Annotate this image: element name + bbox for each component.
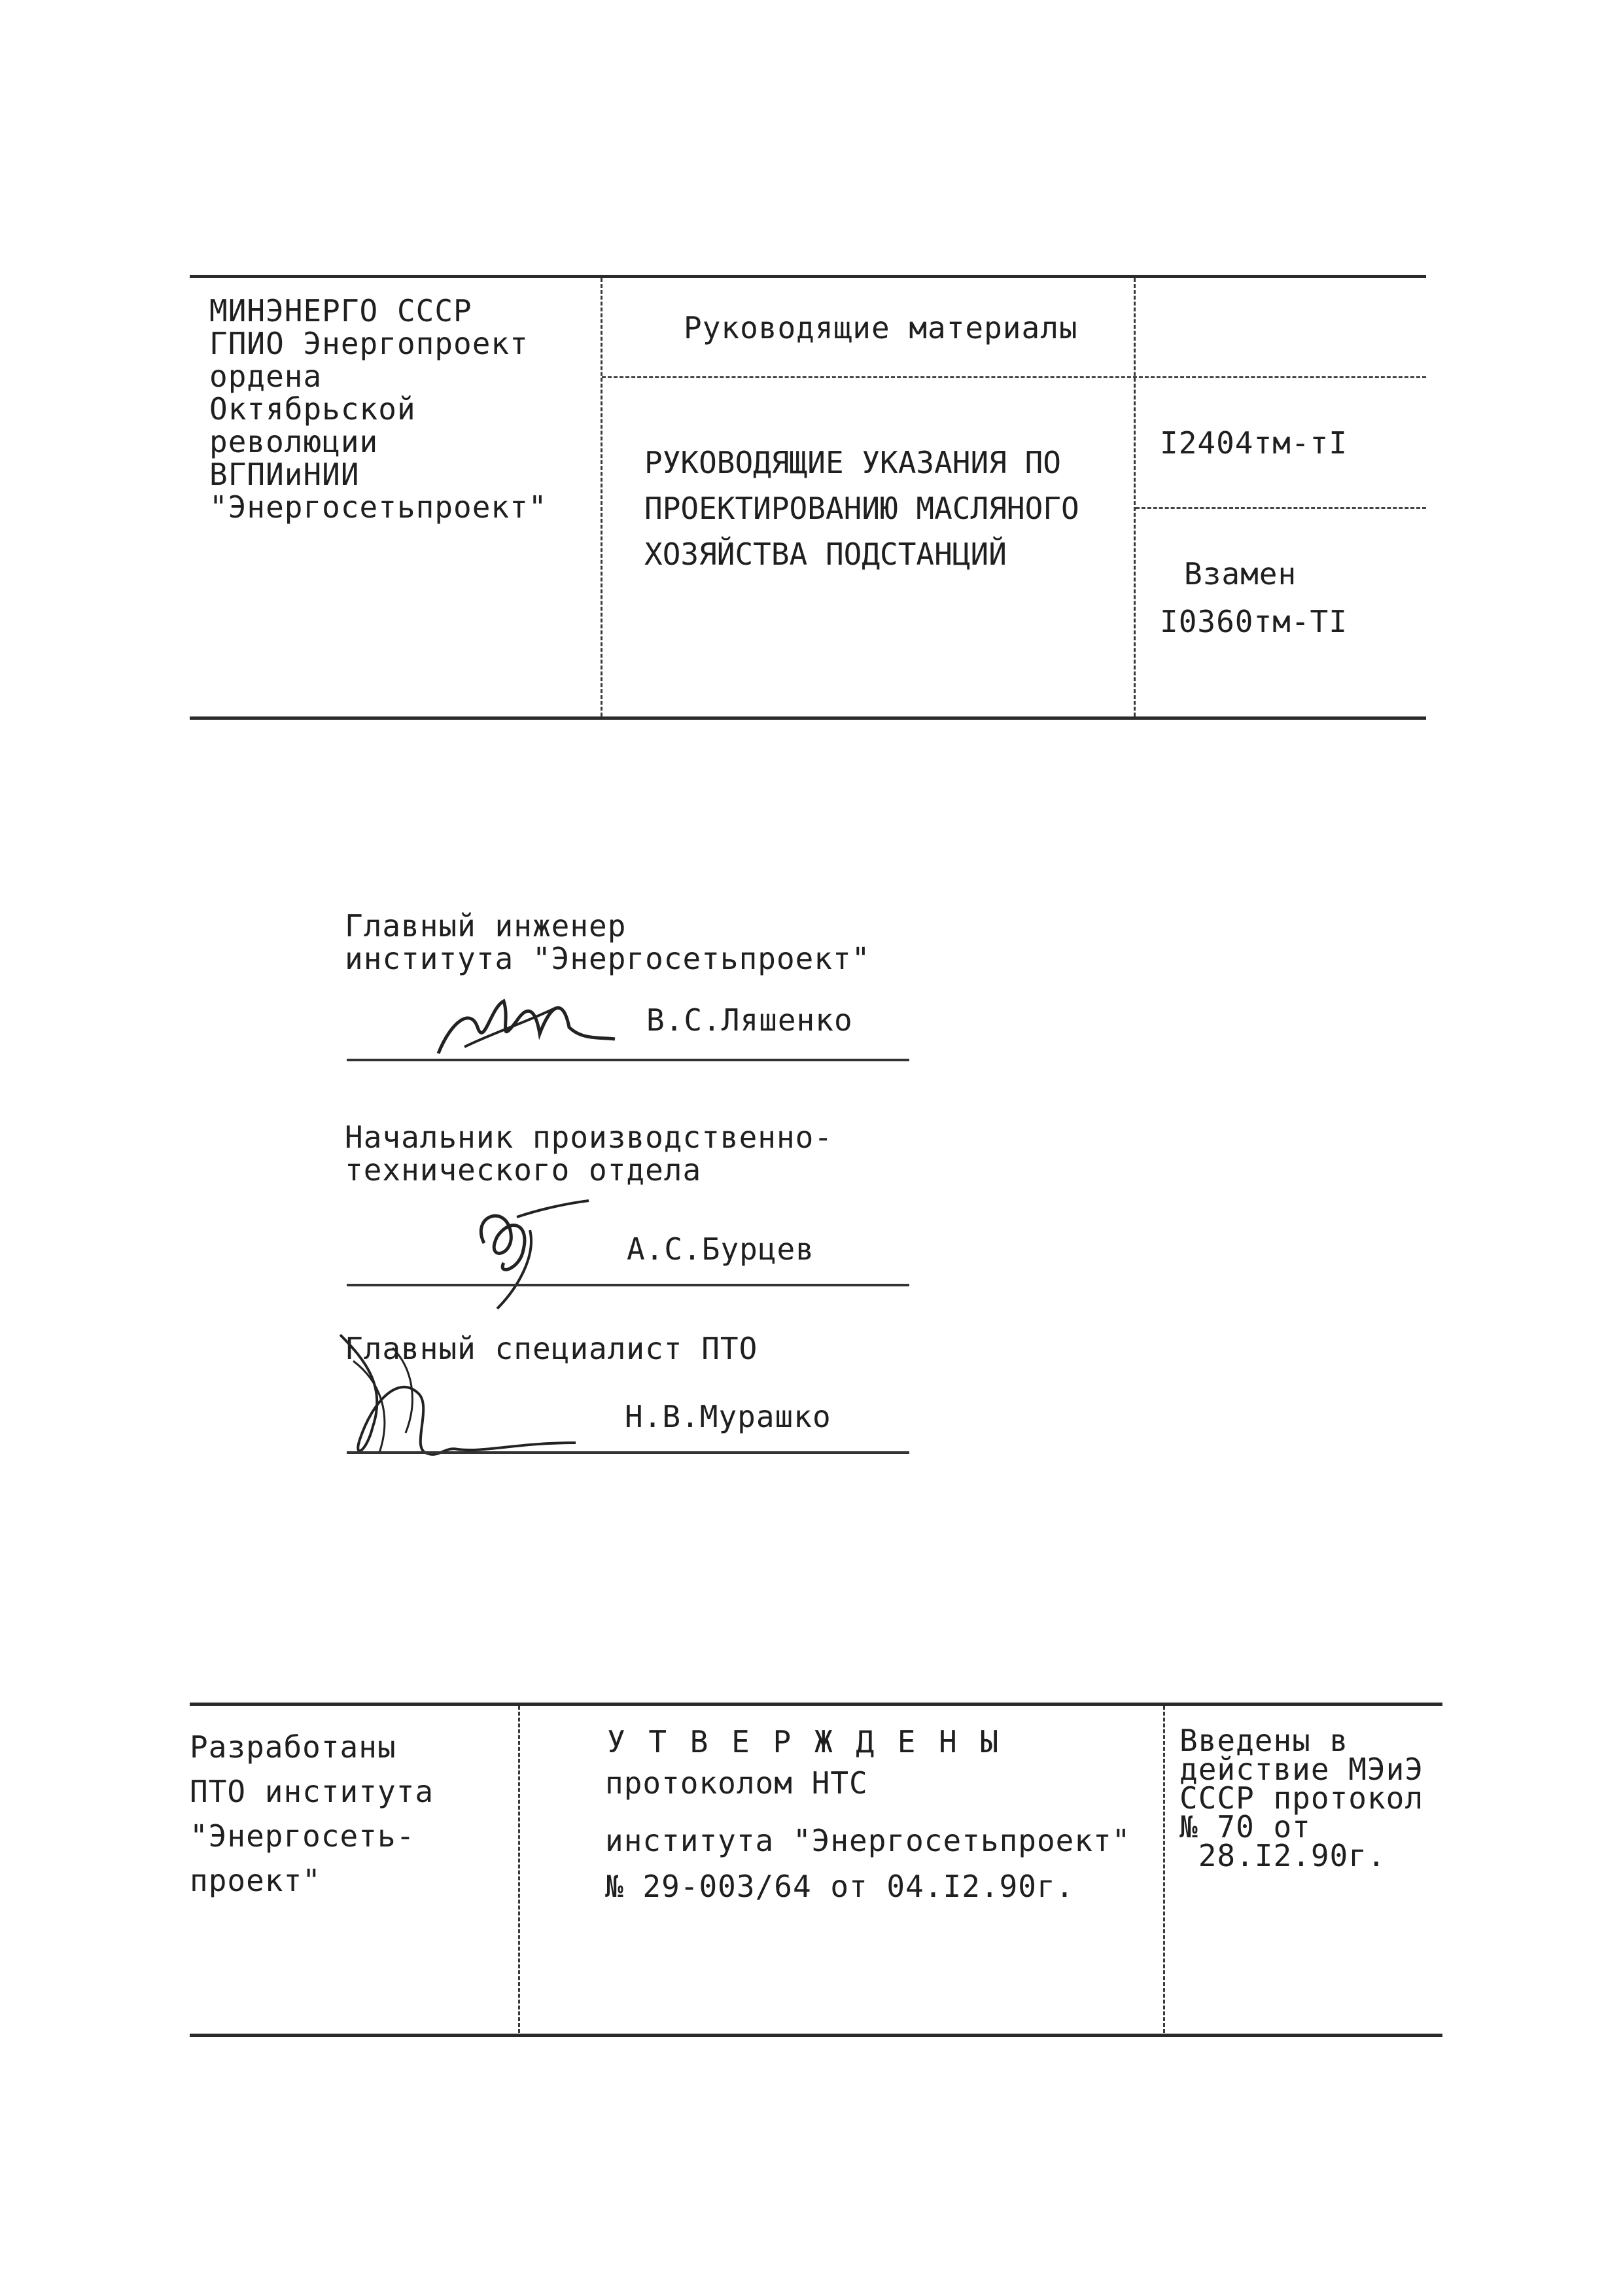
approved-block	[605, 1760, 1130, 1909]
doc-number: I2404тм-тI	[1160, 425, 1348, 461]
footer-top-rule	[190, 1703, 1442, 1706]
doc-title-line: ПРОЕКТИРОВАНИЮ МАСЛЯНОГО	[644, 491, 1079, 526]
org-line: Октябрьской	[209, 391, 416, 427]
org-line: ГПИО Энергопроект	[209, 326, 529, 361]
developed-line: проект"	[190, 1863, 321, 1898]
approval-name-2: А.С.Бурцев	[627, 1231, 814, 1267]
approved-line: института "Энергосетьпроект"	[605, 1823, 1131, 1858]
approval-name-3: Н.В.Мурашко	[625, 1399, 831, 1434]
signature-rule-3	[347, 1451, 909, 1454]
doc-title-line: РУКОВОДЯЩИЕ УКАЗАНИЯ ПО	[644, 445, 1061, 480]
enacted-block	[1179, 1723, 1424, 1873]
approval-position-line: Главный инженер	[345, 908, 627, 944]
header-bottom-rule	[190, 716, 1426, 720]
org-block	[209, 294, 548, 523]
signature-rule-2	[347, 1284, 909, 1286]
org-line: МИНЭНЕРГО СССР	[209, 293, 472, 328]
signature-3	[327, 1322, 576, 1479]
approval-position-line: технического отдела	[345, 1152, 702, 1188]
enacted-line: № 70 от	[1179, 1809, 1311, 1845]
org-line: ордена	[209, 359, 323, 394]
approved-line: № 29-003/64 от 04.I2.90г.	[605, 1869, 1075, 1904]
doc-title-line: ХОЗЯЙСТВА ПОДСТАНЦИЙ	[644, 537, 1007, 572]
enacted-line: Введены в	[1179, 1723, 1349, 1758]
developed-line: "Энергосеть-	[190, 1818, 415, 1854]
enacted-line: действие МЭиЭ	[1179, 1752, 1424, 1787]
org-line: революции	[209, 424, 379, 459]
org-line: ВГПИиНИИ	[209, 457, 360, 492]
approval-position-line: Начальник производственно-	[345, 1120, 833, 1155]
approved-line: протоколом НТС	[605, 1765, 868, 1801]
doc-category: Руководящие материалы	[684, 310, 1078, 345]
org-line: "Энергосетьпроект"	[209, 489, 548, 525]
signature-rule-1	[347, 1059, 909, 1061]
header-top-rule	[190, 275, 1426, 278]
developed-line: Разработаны	[190, 1729, 396, 1765]
approved-heading: У Т В Е Р Ж Д Е Н Ы	[607, 1724, 1002, 1759]
approval-position-line: Главный специалист ПТО	[345, 1331, 758, 1366]
signature-2	[458, 1191, 608, 1315]
header-category-rule	[602, 376, 1426, 378]
developed-line: ПТО института	[190, 1774, 434, 1809]
footer-divider-left	[518, 1706, 520, 2033]
replaces-number: I0360тм-TI	[1160, 604, 1348, 639]
approval-position-2	[345, 1121, 833, 1186]
header-divider-right	[1134, 278, 1136, 716]
approval-name-1: В.С.Ляшенко	[646, 1002, 853, 1038]
approved-line	[605, 1806, 1130, 1818]
approval-position-line: института "Энергосетьпроект"	[345, 941, 871, 976]
footer-bottom-rule	[190, 2034, 1442, 2037]
replaces-label: Взамен	[1184, 556, 1297, 592]
doc-title	[644, 440, 1079, 577]
footer-divider-right	[1163, 1706, 1165, 2033]
approval-position-1	[345, 910, 870, 975]
developed-block	[190, 1725, 434, 1903]
enacted-line: СССР протокол	[1179, 1780, 1424, 1816]
header-number-rule	[1136, 507, 1426, 509]
enacted-line: 28.I2.90г.	[1179, 1838, 1386, 1873]
header-divider-left	[601, 278, 602, 716]
signature-1	[425, 981, 621, 1067]
